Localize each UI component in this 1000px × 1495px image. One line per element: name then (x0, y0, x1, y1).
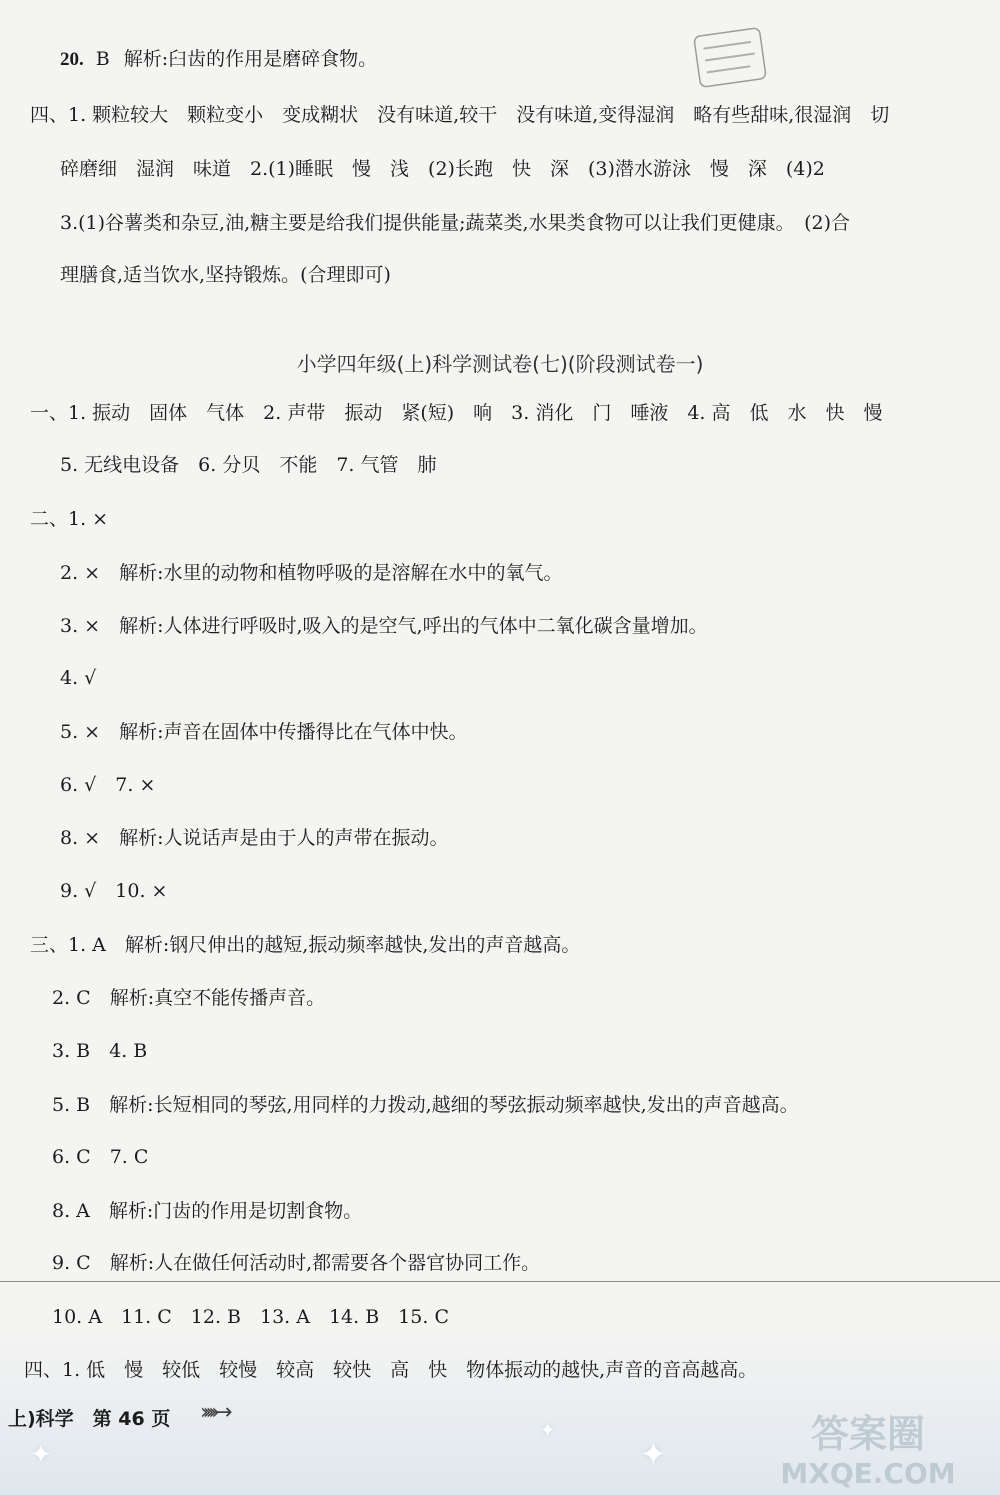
section-three-item-2: 2. C 解析:真空不能传播声音。 (52, 987, 326, 1009)
section-three-items-10-15: 10. A 11. C 12. B 13. A 14. B 15. C (52, 1306, 449, 1328)
sparkle-icon: ✦ (540, 1420, 556, 1441)
section-two-item-4: 4. √ (60, 667, 97, 689)
arrows-icon: ›››››→ (200, 1400, 227, 1425)
divider (0, 1281, 1000, 1282)
section-one-line-2: 5. 无线电设备 6. 分贝 不能 7. 气管 肺 (60, 454, 437, 476)
section-three-item-8: 8. A 解析:门齿的作用是切割食物。 (52, 1200, 363, 1222)
section-two-item-3: 3. × 解析:人体进行呼吸时,吸入的是空气,呼出的气体中二氧化碳含量增加。 (60, 615, 708, 637)
watermark-title: 答案圈 (810, 1412, 926, 1456)
section-four-line: 四、1. 低 慢 较低 较慢 较高 较快 高 快 物体振动的越快,声音的音高越高。 (24, 1359, 758, 1381)
section-four-line-2: 碎磨细 湿润 味道 2.(1)睡眠 慢 浅 (2)长跑 快 深 (3)潜水游泳 慢 深 (4)2 (60, 158, 825, 180)
section-three-item-1: 三、1. A 解析:钢尺伸出的越短,振动频率越快,发出的声音越高。 (30, 934, 581, 956)
section-four-line-1: 四、1. 颗粒较大 颗粒变小 变成糊状 没有味道,较干 没有味道,变得湿润 略有些甜味,很湿润 切 (30, 104, 890, 126)
section-three-item-6-7: 6. C 7. C (52, 1146, 149, 1168)
watermark-url: MXQE.COM (780, 1457, 956, 1490)
section-four-line-4: 理膳食,适当饮水,坚持锻炼。(合理即可) (60, 264, 391, 286)
sparkle-icon: ✦ (30, 1440, 52, 1470)
section-two-item-9-10: 9. √ 10. × (60, 880, 168, 902)
section-one-line-1: 一、1. 振动 固体 气体 2. 声带 振动 紧(短) 响 3. 消化 门 唾液 4. 高 低 水 快 慢 (30, 402, 883, 424)
section-two-item-8: 8. × 解析:人说话声是由于人的声带在振动。 (60, 827, 449, 849)
section-two-item-1: 二、1. × (30, 508, 109, 530)
page-number-label: 上)科学 第 46 页 (8, 1408, 171, 1430)
section-three-item-9: 9. C 解析:人在做任何活动时,都需要各个器官协同工作。 (52, 1252, 541, 1274)
test-title: 小学四年级(上)科学测试卷(七)(阶段测试卷一) (296, 352, 704, 376)
section-two-item-2: 2. × 解析:水里的动物和植物呼吸的是溶解在水中的氧气。 (60, 562, 563, 584)
section-two-item-6-7: 6. √ 7. × (60, 774, 156, 796)
answer-20: 20. B 解析:臼齿的作用是磨碎食物。 (60, 48, 378, 70)
sparkle-icon: ✦ (640, 1435, 667, 1473)
section-three-item-3-4: 3. B 4. B (52, 1040, 148, 1062)
stamp-icon (692, 25, 769, 89)
section-three-item-5: 5. B 解析:长短相同的琴弦,用同样的力拨动,越细的琴弦振动频率越快,发出的声音越高。 (52, 1094, 799, 1116)
section-four-line-3: 3.(1)谷薯类和杂豆,油,糖主要是给我们提供能量;蔬菜类,水果类食物可以让我们更健康。 (2)合 (60, 212, 850, 234)
section-two-item-5: 5. × 解析:声音在固体中传播得比在气体中快。 (60, 721, 468, 743)
watermark-logo (748, 1405, 988, 1490)
